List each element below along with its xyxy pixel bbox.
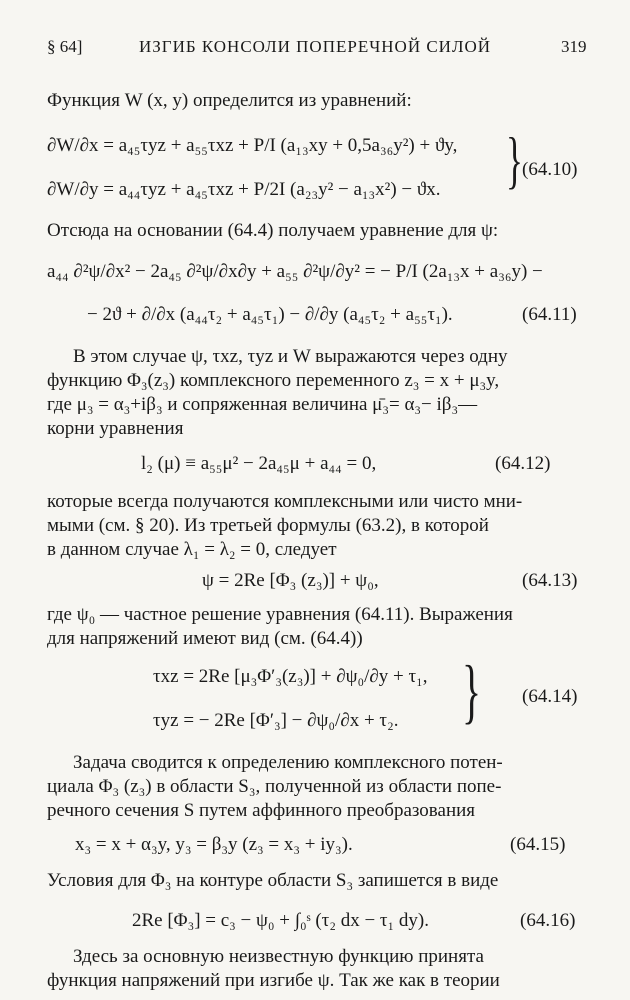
- equation-64-12: l₂ (μ) ≡ a₅₅μ² − 2a₄₅μ + a₄₄ = 0,: [141, 453, 377, 474]
- text-line: где μ₃ = α₃+iβ₃ и сопряженная величина μ̄₃= α₃− iβ₃—: [47, 394, 478, 415]
- text-line: функцию Φ₃(z₃) комплексного переменного z₃ = x + μ₃y,: [47, 370, 500, 391]
- text-line: мыми (см. § 20). Из третьей формулы (63.2), в которой: [47, 515, 489, 536]
- equation-number: (64.16): [520, 910, 576, 931]
- equation-number: (64.15): [510, 834, 566, 855]
- equation-64-13: ψ = 2Re [Φ₃ (z₃)] + ψ₀,: [202, 570, 379, 591]
- text-line: корни уравнения: [47, 418, 184, 439]
- text-line: для напряжений имеют вид (см. (64.4)): [47, 628, 363, 649]
- text-line: Отсюда на основании (64.4) получаем уравнение для ψ:: [47, 220, 499, 241]
- section-mark: § 64]: [47, 37, 83, 56]
- equation-64-10-a: ∂W/∂x = a₄₅τyz + a₅₅τxz + P/I (a₁₃xy + 0,5a₃₆y²) + ϑy,: [47, 135, 458, 156]
- equation-number: (64.12): [495, 453, 551, 474]
- equation-number: (64.10): [522, 159, 578, 180]
- text-line: циала Φ₃ (z₃) в области S₃, полученной из области попе-: [47, 776, 502, 797]
- right-brace: }: [506, 124, 523, 195]
- equation-64-14-a: τxz = 2Re [μ₃Φ′₃(z₃)] + ∂ψ₀/∂y + τ₁,: [153, 666, 428, 687]
- text-line: В этом случае ψ, τxz, τyz и W выражаются через одну: [73, 346, 508, 367]
- text-line: речного сечения S путем аффинного преобразования: [47, 800, 476, 821]
- text-line: которые всегда получаются комплексными или чисто мни-: [47, 491, 523, 512]
- text-line: функция напряжений при изгибе ψ. Так же как в теории: [47, 970, 500, 991]
- equation-number: (64.13): [522, 570, 578, 591]
- right-brace: }: [462, 651, 482, 731]
- intro-line: Функция W (x, y) определится из уравнений:: [47, 90, 412, 111]
- text-line: в данном случае λ₁ = λ₂ = 0, следует: [47, 539, 337, 560]
- equation-64-10-b: ∂W/∂y = a₄₄τyz + a₄₅τxz + P/2I (a₂₃y² − a₁₃x²) − ϑx.: [47, 179, 441, 200]
- text-line: Здесь за основную неизвестную функцию принята: [73, 946, 484, 967]
- equation-64-16: 2Re [Φ₃] = c₃ − ψ₀ + ∫₀ˢ (τ₂ dx − τ₁ dy).: [132, 910, 429, 931]
- equation-64-11-a: a₄₄ ∂²ψ/∂x² − 2a₄₅ ∂²ψ/∂x∂y + a₅₅ ∂²ψ/∂y² = − P/I (2a₁₃x + a₃₆y) −: [47, 261, 543, 282]
- running-title: ИЗГИБ КОНСОЛИ ПОПЕРЕЧНОЙ СИЛОЙ: [138, 37, 492, 56]
- equation-64-15: x₃ = x + α₃y, y₃ = β₃y (z₃ = x₃ + iy₃).: [75, 834, 353, 855]
- text-line: Задача сводится к определению комплексного потен-: [73, 752, 503, 773]
- equation-64-11-b: − 2ϑ + ∂/∂x (a₄₄τ₂ + a₄₅τ₁) − ∂/∂y (a₄₅τ₂ + a₅₅τ₁).: [87, 304, 453, 325]
- equation-number: (64.11): [522, 304, 577, 325]
- equation-number: (64.14): [522, 686, 578, 707]
- equation-64-14-b: τyz = − 2Re [Φ′₃] − ∂ψ₀/∂x + τ₂.: [153, 710, 399, 731]
- text-line: Условия для Φ₃ на контуре области S₃ запишется в виде: [47, 870, 499, 891]
- text-line: где ψ₀ — частное решение уравнения (64.11). Выражения: [47, 604, 513, 625]
- page-number: 319: [561, 37, 587, 56]
